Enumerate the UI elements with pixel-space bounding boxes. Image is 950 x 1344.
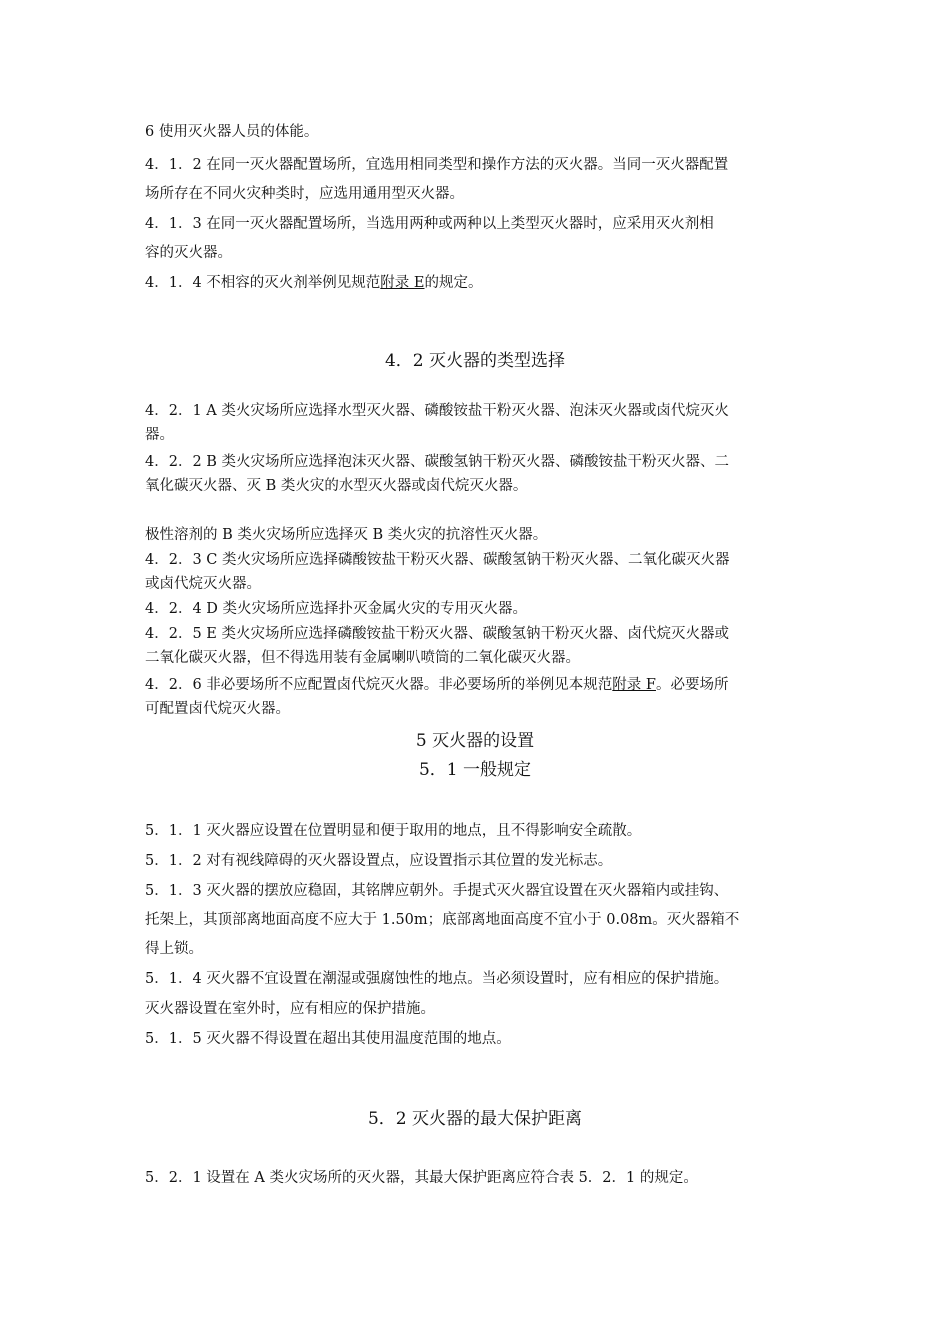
paragraph-4-1-4 [145, 271, 809, 296]
paragraph-4-2-3-line1: 4．2．3 C 类火灾场所应选择磷酸铵盐干粉灭火器、碳酸氢钠干粉灭火器、二氧化碳灭火器 [145, 552, 730, 568]
paragraph-5-1-5: 5．1．5 灭火器不得设置在超出其使用温度范围的地点。 [145, 1031, 511, 1047]
paragraph-4-2-1-line2: 器。 [145, 427, 174, 443]
paragraph-4-2-5-line2: 二氧化碳灭火器，但不得选用装有金属喇叭喷筒的二氧化碳灭火器。 [145, 650, 580, 666]
paragraph-5-1-3-line1: 5．1．3 灭火器的摆放应稳固，其铭牌应朝外。手提式灭火器宜设置在灭火器箱内或挂钩、 [145, 883, 729, 899]
paragraph-4-1-2-line1: 4．1．2 在同一灭火器配置场所，宜选用相同类型和操作方法的灭火器。当同一灭火器配置 [145, 157, 729, 173]
paragraph-4-1-4-tail: 的规定。 [424, 275, 483, 291]
paragraph-5-1-2: 5．1．2 对有视线障碍的灭火器设置点，应设置指示其位置的发光标志。 [145, 853, 613, 869]
appendix-f-link[interactable]: 附录 F [612, 677, 656, 693]
heading-5-2: 5．2 灭火器的最大保护距离 [367, 1109, 583, 1129]
paragraph-4-2-1-line1: 4．2．1 A 类火灾场所应选择水型灭火器、磷酸铵盐干粉灭火器、泡沫灭火器或卤代烷灭火 [145, 403, 729, 419]
paragraph-4-1-3-line2: 容的灭火器。 [145, 245, 232, 261]
paragraph-4-2-6-text: 4．2．6 非必要场所不应配置卤代烷灭火器。非必要场所的举例见本规范 [145, 677, 613, 693]
paragraph-5-1-1: 5．1．1 灭火器应设置在位置明显和便于取用的地点，且不得影响安全疏散。 [145, 823, 642, 839]
paragraph-5-1-4-line1: 5．1．4 灭火器不宜设置在潮湿或强腐蚀性的地点。当必须设置时，应有相应的保护措施。 [145, 971, 729, 987]
heading-4-2: 4．2 灭火器的类型选择 [384, 351, 566, 371]
paragraph-4-2-3-line2: 或卤代烷灭火器。 [145, 576, 261, 592]
paragraph-item-6: 6 使用灭火器人员的体能。 [145, 124, 319, 140]
paragraph-4-2-6-tail: 。必要场所 [655, 677, 729, 693]
paragraph-5-1-4-line2: 灭火器设置在室外时，应有相应的保护措施。 [145, 1001, 435, 1017]
heading-5-1: 5．1 一般规定 [418, 760, 532, 780]
heading-5: 5 灭火器的设置 [415, 731, 535, 751]
paragraph-4-2-5-line1: 4．2．5 E 类火灾场所应选择磷酸铵盐干粉灭火器、碳酸氢钠干粉灭火器、卤代烷灭火器或 [145, 626, 729, 642]
paragraph-polar-solvent: 极性溶剂的 B 类火灾场所应选择灭 B 类火灾的抗溶性灭火器。 [145, 527, 548, 543]
paragraph-4-2-6-line2: 可配置卤代烷灭火器。 [145, 701, 290, 717]
appendix-e-link[interactable]: 附录 E [380, 275, 425, 291]
paragraph-4-1-4-text: 4．1．4 不相容的灭火剂举例见规范 [145, 275, 381, 291]
paragraph-5-2-1: 5．2．1 设置在 A 类火灾场所的灭火器，其最大保护距离应符合表 5．2．1 的规定。 [145, 1170, 698, 1186]
paragraph-4-1-3-line1: 4．1．3 在同一灭火器配置场所，当选用两种或两种以上类型灭火器时，应采用灭火剂相 [145, 216, 714, 232]
paragraph-5-1-3-line3: 得上锁。 [145, 941, 203, 957]
paragraph-4-2-6-line1 [145, 674, 809, 696]
paragraph-4-2-2-line1: 4．2．2 B 类火灾场所应选择泡沫灭火器、碳酸氢钠干粉灭火器、磷酸铵盐干粉灭火器、二 [145, 454, 730, 470]
paragraph-4-2-4: 4．2．4 D 类火灾场所应选择扑灭金属火灾的专用灭火器。 [145, 601, 528, 617]
paragraph-4-2-2-line2: 氧化碳灭火器、灭 B 类火灾的水型灭火器或卤代烷灭火器。 [145, 478, 528, 494]
paragraph-5-1-3-line2: 托架上，其顶部离地面高度不应大于 1.50m；底部离地面高度不宜小于 0.08m。灭火器箱不 [145, 912, 740, 928]
paragraph-4-1-2-line2: 场所存在不同火灾种类时，应选用通用型灭火器。 [145, 186, 464, 202]
